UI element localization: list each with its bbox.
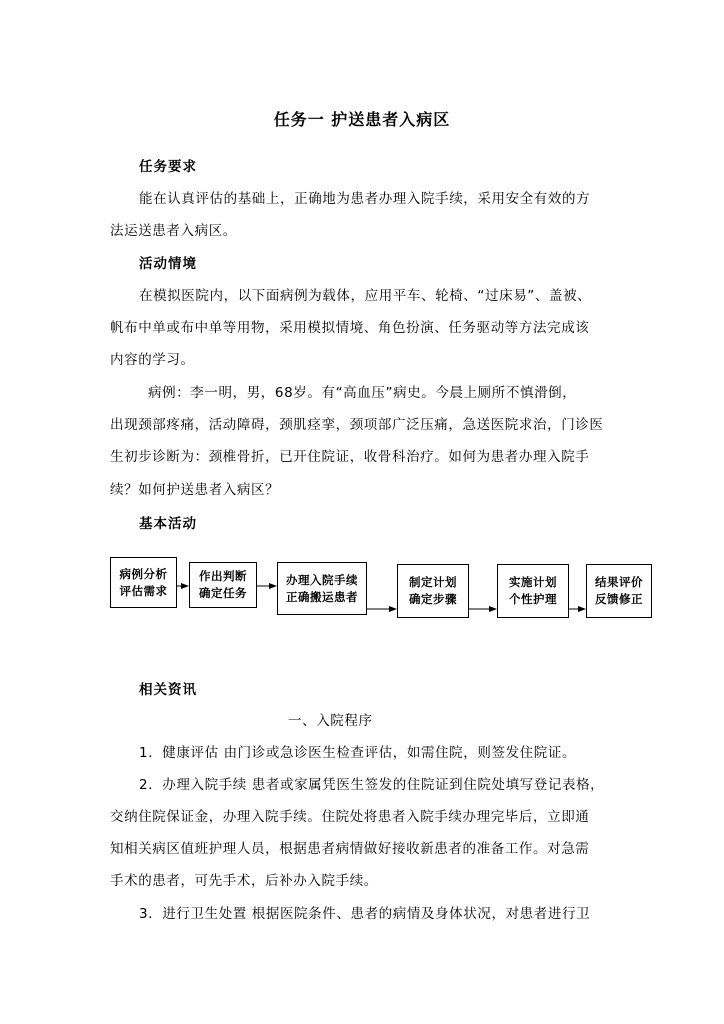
case-line: 续？如何护送患者入病区？: [110, 482, 280, 498]
paragraph-line: 知相关病区值班护理人员，根据患者病情做好接收新患者的准备工作。对急需: [110, 841, 590, 857]
flow-step-6: [586, 564, 652, 618]
flow-step-label: 病例分析: [119, 566, 168, 581]
paragraph-line: 1．健康评估 由门诊或急诊医生检查评估，如需住院，则签发住院证。: [139, 745, 577, 761]
flow-step-label: 个性护理: [509, 592, 557, 606]
case-line: 出现颈部疼痛，活动障碍，颈肌痉挛，颈项部广泛压痛，急送医院求治，门诊医: [110, 417, 604, 433]
flow-step-label: 正确搬运患者: [286, 589, 358, 604]
section-heading-requirements: 任务要求: [139, 159, 197, 175]
flow-step-label: 确定步骤: [409, 592, 457, 606]
paragraph-line: 在模拟医院内，以下面病例为载体，应用平车、轮椅、“过床易”、盖被、: [139, 288, 592, 304]
flow-step-3: [277, 562, 367, 615]
section-heading-info: 相关资讯: [139, 682, 197, 698]
paragraph-line: 法运送患者入病区。: [110, 223, 237, 239]
flow-step-label: 作出判断: [199, 569, 247, 583]
case-line: 生初步诊断为：颈椎骨折，已开住院证，收骨科治疗。如何为患者办理入院手: [110, 449, 590, 465]
page-title: 任务一 护送患者入病区: [273, 110, 451, 129]
section-heading-scenario: 活动情境: [139, 256, 197, 272]
flow-step-label: 制定计划: [409, 575, 457, 589]
section-heading-basic-activities: 基本活动: [139, 516, 197, 532]
flow-step-label: 评估需求: [119, 583, 168, 598]
flow-step-label: 确定任务: [199, 586, 247, 600]
paragraph-line: 手术的患者，可先手术，后补办入院手续。: [110, 873, 378, 889]
flow-step-5: [497, 564, 569, 618]
subheading-admission-procedure: 一、入院程序: [288, 713, 373, 729]
paragraph-line: 内容的学习。: [110, 352, 195, 368]
flow-step-label: 办理入院手续: [286, 572, 358, 587]
paragraph-line: 2．办理入院手续 患者或家属凭医生签发的住院证到住院处填写登记表格，: [139, 777, 605, 793]
flow-step-2: [189, 562, 257, 608]
flow-step-label: 结果评价: [595, 575, 643, 589]
flow-step-label: 反馈修正: [595, 592, 643, 606]
paragraph-line: 交纳住院保证金，办理入院手续。住院处将患者入院手续办理完毕后，立即通: [110, 809, 590, 825]
case-line: 病例：李一明，男，68岁。有“高血压”病史。今晨上厕所不慎滑倒，: [148, 385, 577, 401]
flow-step-4: [397, 564, 469, 618]
flow-step-label: 实施计划: [509, 575, 557, 589]
paragraph-line: 3．进行卫生处置 根据医院条件、患者的病情及身体状况，对患者进行卫: [139, 906, 591, 922]
paragraph-line: 能在认真评估的基础上，正确地为患者办理入院手续，采用安全有效的方: [139, 191, 591, 207]
paragraph-line: 帆布中单或布中单等用物，采用模拟情境、角色扮演、任务驱动等方法完成该: [110, 320, 590, 336]
flow-step-1: [110, 557, 177, 608]
